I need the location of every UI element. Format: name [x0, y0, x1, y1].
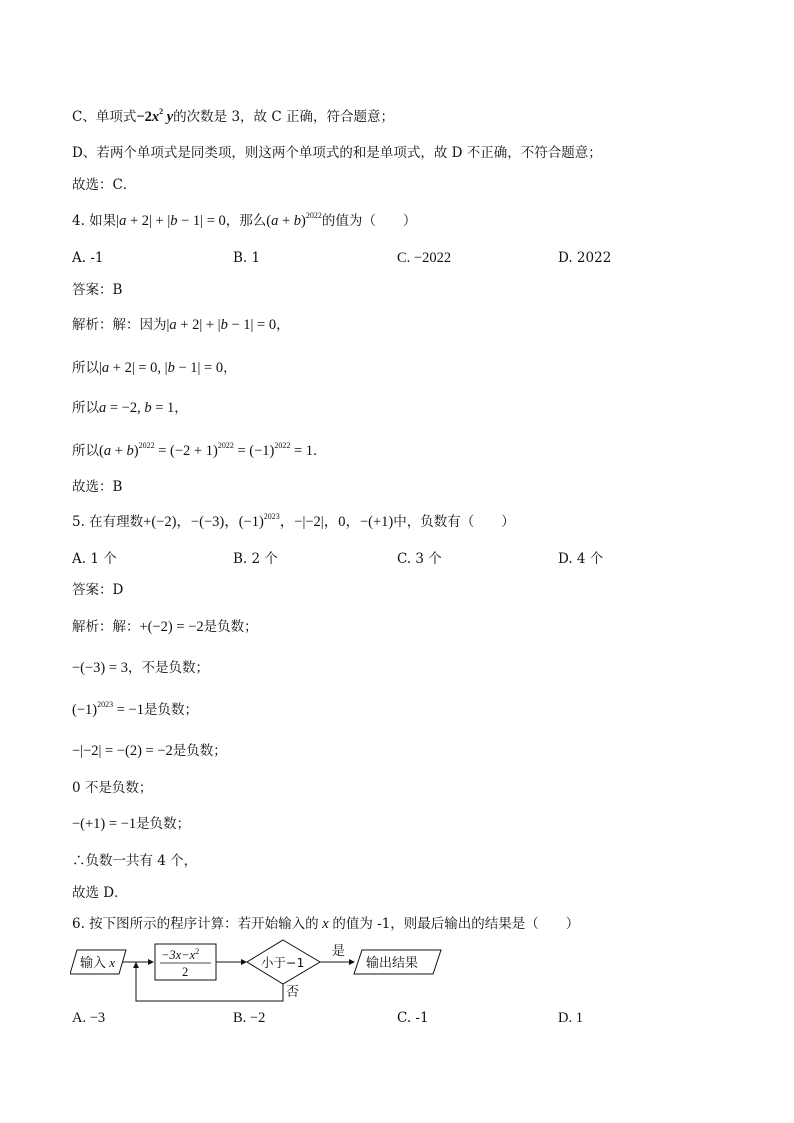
q4-end	[72, 477, 122, 497]
math-numbers: +(−2)，−(−3)，$(-1)^{2023}$，−|−2|，0，−(+1)	[143, 512, 394, 530]
option-b: B. 1	[233, 250, 261, 266]
text: 的值为（ ）	[321, 213, 417, 229]
q5-a7	[72, 851, 197, 871]
text: 4. 如果	[72, 213, 117, 229]
text: 0 不是负数；	[72, 780, 153, 796]
q5-a6	[72, 814, 190, 834]
text: 故选：C．	[72, 177, 137, 193]
input-label: 输入 x	[80, 955, 116, 971]
option-a: A. -1	[72, 250, 104, 266]
option-a: A. −3	[72, 1010, 106, 1026]
q5-end	[72, 883, 128, 903]
q5-a1	[72, 617, 258, 637]
flowchart	[70, 938, 460, 1006]
math: a = −2, b = 1	[99, 400, 175, 416]
text: 解析：解：因为	[72, 317, 167, 333]
text: 是负数；	[136, 816, 191, 832]
q4-stem	[72, 211, 416, 231]
q6-options	[72, 1008, 794, 1028]
text: 是负数；	[172, 743, 227, 759]
q5-a3	[72, 700, 198, 720]
option-c: C. 3 个	[397, 551, 442, 567]
text: 6. 按下图所示的程序计算：若开始输入的	[72, 916, 319, 932]
math-monomial: $-2x^2$ y	[136, 107, 174, 125]
q4-analysis: 解析：解：因为|a + 2| + |b − 1| = 0，	[72, 317, 290, 333]
text: 答案：B	[72, 282, 123, 298]
q4-step3: 所以$(a + b)^{2022} = (-2 + 1)^{2022} = (-1)^{2022} = 1$．	[72, 441, 327, 459]
math: −(−3) = 3	[72, 660, 128, 676]
condition-label: 小于−1	[261, 955, 305, 970]
q6-stem	[72, 914, 579, 934]
formula-numerator: $-3x-x^2$	[161, 947, 200, 962]
math: −(+1) = −1	[72, 816, 137, 832]
text: 是负数；	[143, 702, 198, 718]
text: 答案：D	[72, 582, 124, 598]
text: 的值为 -1，则最后输出的结果是（ ）	[332, 916, 580, 932]
text: ∴负数一共有 4 个，	[72, 853, 198, 869]
arrowhead	[349, 959, 355, 965]
output-label: 输出结果	[366, 956, 419, 971]
text: 所以	[72, 400, 99, 416]
option-a: A. 1 个	[72, 551, 117, 567]
text: 的次数是 3，故 C 正确，符合题意；	[173, 109, 394, 125]
option-d: D. 4 个	[558, 551, 604, 567]
q5-answer	[72, 580, 123, 600]
option-d: D. 1	[558, 1010, 583, 1026]
text: ，那么	[225, 213, 267, 229]
option-c: C. -1	[397, 1010, 429, 1026]
text: 是负数；	[203, 619, 258, 635]
text: 故选 D．	[72, 885, 128, 901]
q5-a2	[72, 658, 209, 678]
q4-answer	[72, 280, 122, 300]
q4-step1: 所以|a + 2| = 0, |b − 1| = 0，	[72, 360, 237, 376]
option-d: D. 2022	[558, 250, 612, 266]
q5-options	[72, 549, 794, 569]
math: −|−2| = −(2) = −2	[72, 743, 173, 759]
text: 所以	[72, 443, 99, 459]
math: |a + 2| + |b − 1| = 0	[166, 317, 277, 333]
arrowhead	[133, 962, 139, 968]
text: D、若两个单项式是同类项，则这两个单项式的和是单项式，故 D 不正确，不符合题意；	[72, 145, 602, 161]
text: ，不是负数；	[127, 660, 209, 676]
math: $(a + b)^{2022} = (-2 + 1)^{2022} = (-1)^{2022} = 1$	[99, 441, 314, 459]
q4-step2: 所以a = −2, b = 1，	[72, 400, 188, 416]
text: 中，负数有（ ）	[393, 514, 515, 530]
line-d-statement	[72, 143, 602, 163]
math-abs-equation: |a + 2| + |b − 1| = 0	[116, 213, 226, 229]
no-label: 否	[286, 985, 300, 1000]
option-b: B. −2	[233, 1010, 266, 1026]
text: 解析：解：	[72, 619, 140, 635]
line-c-statement	[72, 107, 394, 127]
text: 故选：B	[72, 479, 123, 495]
line-select-c	[72, 175, 136, 195]
text: 所以	[72, 360, 99, 376]
yes-label: 是	[332, 944, 346, 959]
q5-a4	[72, 741, 227, 761]
option-b: B. 2 个	[233, 551, 278, 567]
q4-options	[72, 248, 794, 268]
q5-stem	[72, 512, 515, 532]
text: C、单项式	[72, 109, 137, 125]
option-c: C. −2022	[397, 250, 452, 266]
formula-denominator: 2	[182, 965, 189, 979]
arrowhead	[148, 959, 154, 965]
q5-a5	[72, 778, 152, 798]
math-x: x	[318, 916, 333, 932]
text: 5. 在有理数	[72, 514, 144, 530]
math: $(-1)^{2023} = -1$	[72, 700, 144, 718]
math: |a + 2| = 0, |b − 1| = 0	[99, 360, 224, 376]
math-power: $(a + b)^{2022}$	[266, 211, 322, 229]
math: +(−2) = −2	[139, 619, 204, 635]
